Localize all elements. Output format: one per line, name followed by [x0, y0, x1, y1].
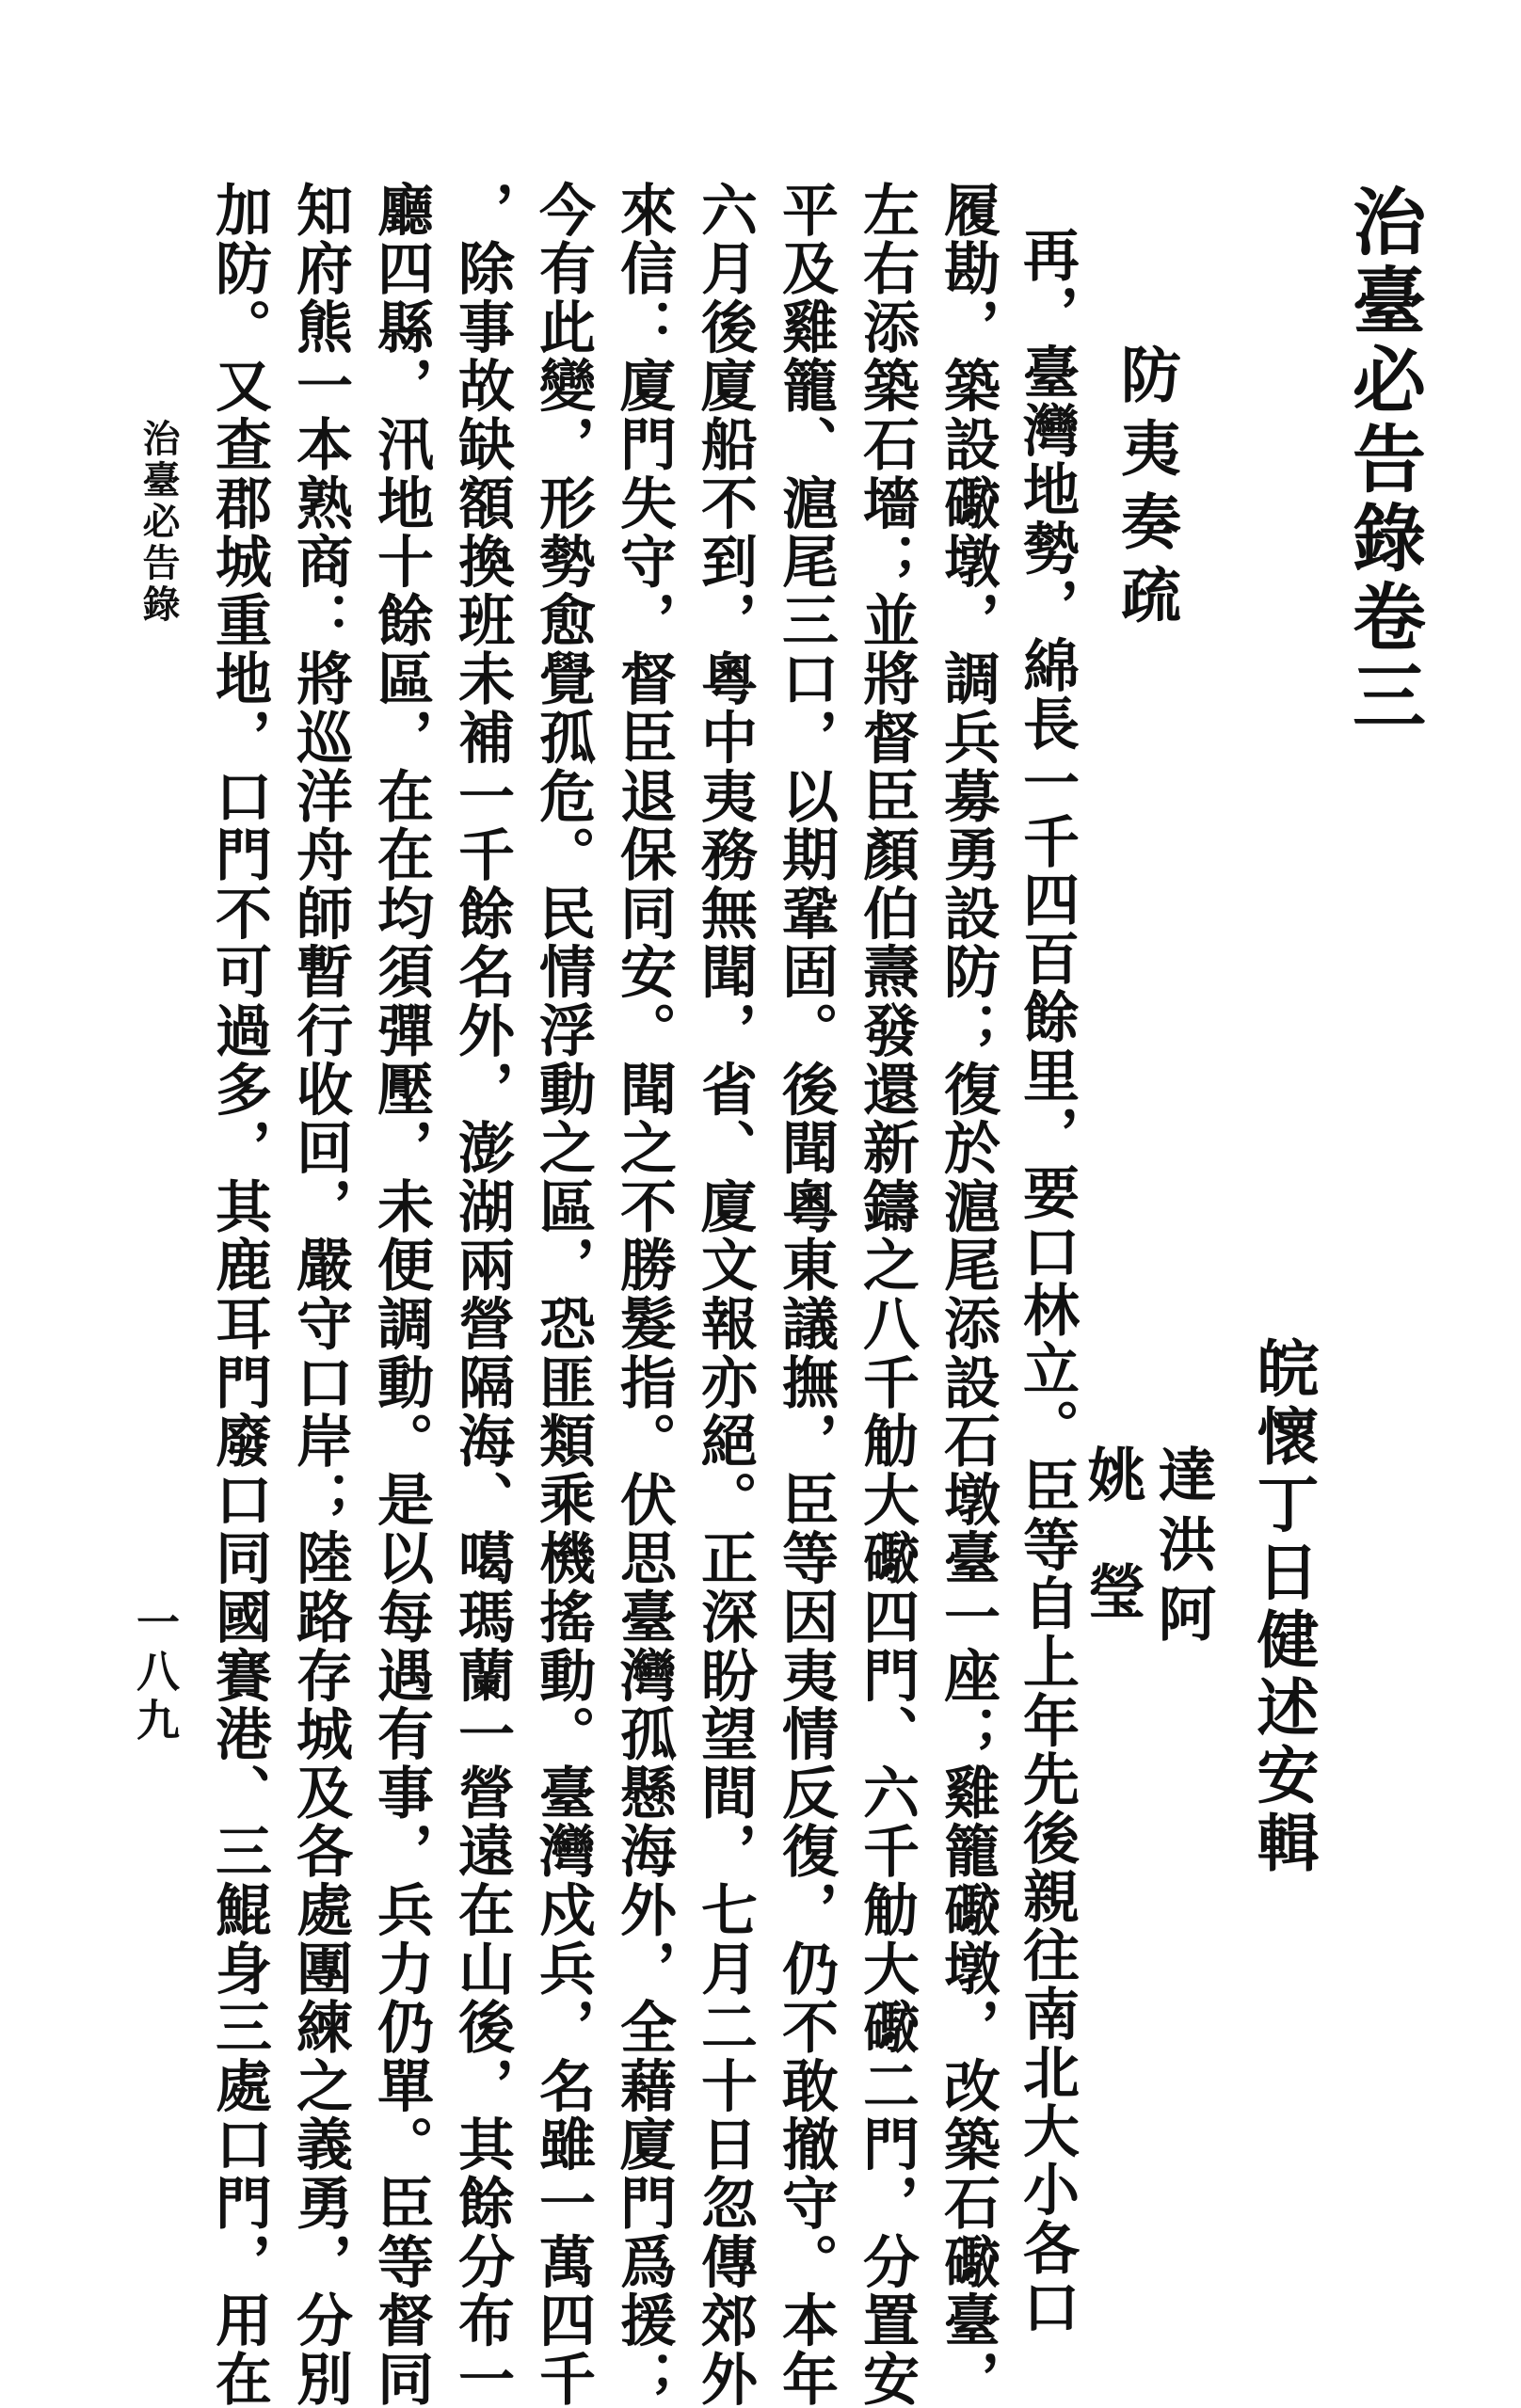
body-line-1: 再，臺灣地勢，綿長一千四百餘里，要口林立。臣等自上年先後親往南北大小各口	[1014, 226, 1080, 2336]
body-line-3: 左右添築石墻；並將督臣顏伯燾發還新鑄之八千觔大礮四門、六千觔大礮二門，分置安	[854, 181, 920, 2408]
editor-name-2: 姚瑩	[1078, 1444, 1146, 1678]
page-number: 一八九	[130, 1600, 181, 1746]
body-line-7: 今有此變，形勢愈覺孤危。民情浮動之區，恐匪類乘機搖動。臺灣戍兵，名雖一萬四千	[530, 181, 596, 2408]
running-title: 治臺必告錄	[136, 419, 181, 626]
section-title: 防夷奏疏	[1111, 343, 1181, 637]
editor-name-1: 達洪阿	[1148, 1444, 1217, 1653]
book-title: 治臺必告錄卷三	[1340, 183, 1426, 737]
body-line-8: ，除事故缺額換班未補一千餘名外，澎湖兩營隔海、噶瑪蘭一營遠在山後，其餘分布一	[449, 181, 515, 2408]
body-line-5: 六月後廈船不到，粵中夷務無聞，省、廈文報亦絕。正深盼望間，七月二十日忽傳郊外	[692, 181, 758, 2408]
body-line-2: 履勘，築設礮墩，調兵募勇設防；復於滬尾添設石墩臺一座；雞籠礮墩，改築石礮臺，	[935, 181, 1001, 2408]
body-line-10: 知府熊一本熟商：將巡洋舟師暫行收回，嚴守口岸；陸路存城及各處團練之義勇，分別	[287, 181, 353, 2408]
body-line-4: 平及雞籠、滬尾三口，以期鞏固。後聞粵東議撫，臣等因夷情反復，仍不敢撤守。本年	[773, 181, 839, 2408]
body-line-9: 廳四縣，汛地十餘區，在在均須彈壓，未便調動。是以每遇有事，兵力仍單。臣等督同	[368, 181, 434, 2408]
body-line-6: 來信：廈門失守，督臣退保同安。聞之不勝髮指。伏思臺灣孤懸海外，全藉廈門爲援；	[611, 181, 677, 2408]
body-line-11: 加防。又查郡城重地，口門不可過多，其鹿耳門廢口同國賽港、三鯤身三處口門，用在	[206, 181, 272, 2408]
author-line: 皖懷丁日健述安輯	[1246, 1336, 1320, 1878]
